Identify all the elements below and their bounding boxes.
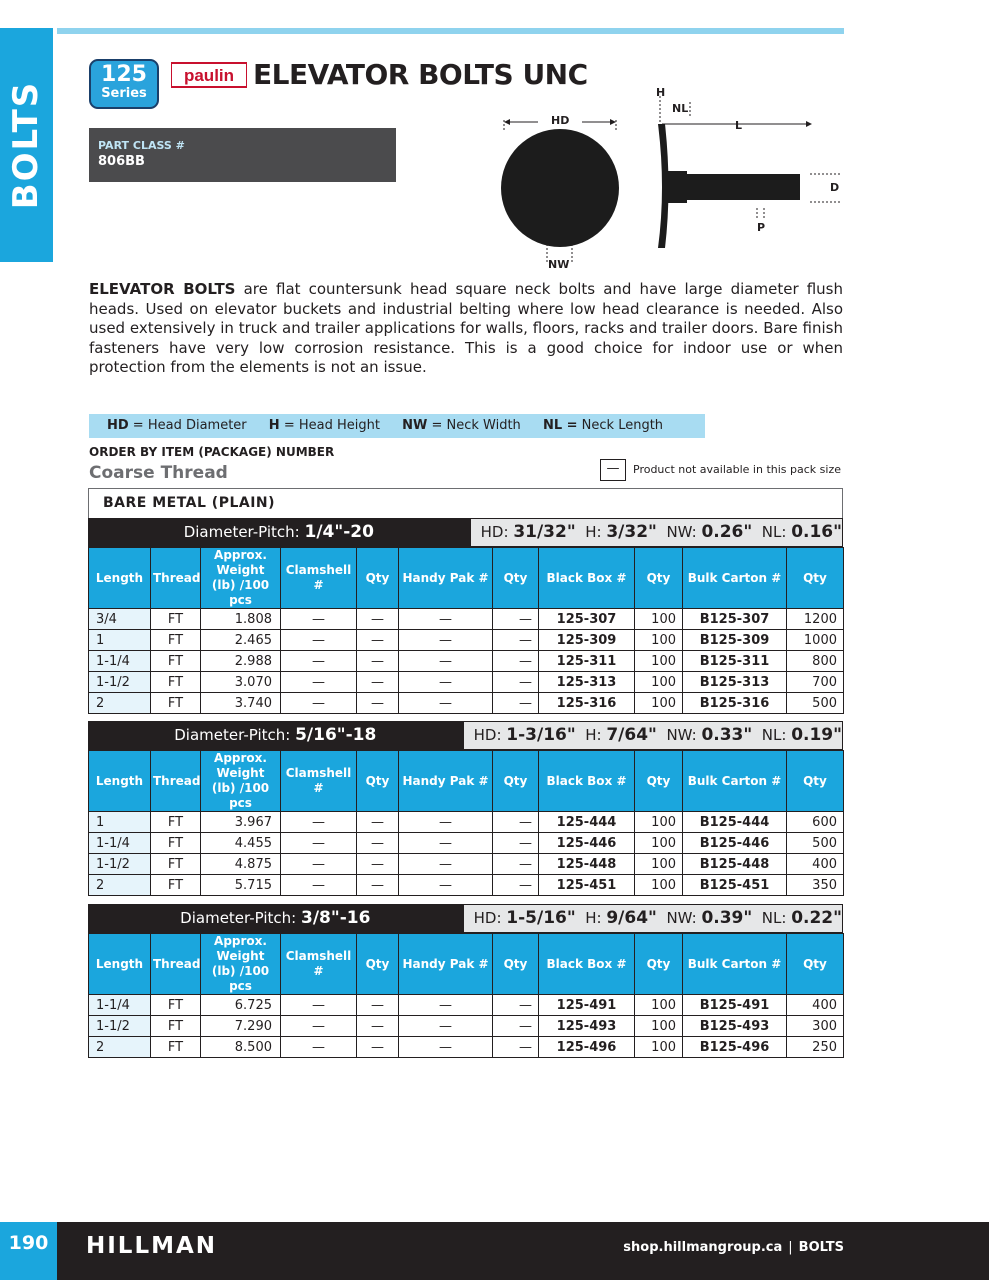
col-weight-cell: 5.715 bbox=[201, 875, 281, 896]
col-thread-cell: FT bbox=[151, 651, 201, 672]
col-thread-cell: FT bbox=[151, 630, 201, 651]
label-p: P bbox=[757, 221, 766, 234]
legend-hd: HD = Head Diameter bbox=[107, 418, 247, 433]
table-row bbox=[89, 672, 844, 693]
col-length-header: Length bbox=[89, 548, 151, 609]
col-thread-header: Thread bbox=[151, 548, 201, 609]
brand-name: paulin bbox=[183, 66, 235, 85]
series-label: Series bbox=[101, 86, 147, 101]
col-bulk-carton-cell: B125-491 bbox=[683, 995, 787, 1016]
col-weight-header: Approx. Weight (lb) /100 pcs bbox=[201, 751, 281, 812]
diameter-pitch: Diameter-Pitch: 3/8"-16 bbox=[88, 904, 463, 933]
col-black-box-header: Black Box # bbox=[539, 548, 635, 609]
col-handy-pak-qty-cell: — bbox=[493, 854, 539, 875]
product-table bbox=[88, 750, 844, 896]
col-black-box-cell: 125-444 bbox=[539, 812, 635, 833]
col-bulk-carton-cell: B125-307 bbox=[683, 609, 787, 630]
col-bulk-carton-qty-cell: 350 bbox=[787, 875, 844, 896]
col-clamshell-cell: — bbox=[281, 854, 357, 875]
col-length-cell: 2 bbox=[89, 693, 151, 714]
col-black-box-cell: 125-313 bbox=[539, 672, 635, 693]
col-thread-header: Thread bbox=[151, 934, 201, 995]
page-footer bbox=[0, 1222, 989, 1280]
col-handy-pak-qty-header: Qty bbox=[493, 934, 539, 995]
series-badge bbox=[89, 59, 159, 109]
col-clamshell-qty-cell: — bbox=[357, 651, 399, 672]
col-clamshell-cell: — bbox=[281, 651, 357, 672]
col-handy-pak-cell: — bbox=[399, 833, 493, 854]
col-black-box-qty-header: Qty bbox=[635, 751, 683, 812]
bolt-drawing bbox=[490, 84, 850, 274]
legend-h: H = Head Height bbox=[268, 418, 380, 433]
col-clamshell-cell: — bbox=[281, 1016, 357, 1037]
col-thread-cell: FT bbox=[151, 875, 201, 896]
col-clamshell-qty-header: Qty bbox=[357, 934, 399, 995]
col-clamshell-qty-cell: — bbox=[357, 672, 399, 693]
section-5-16-18 bbox=[88, 721, 843, 896]
part-class-box bbox=[89, 128, 396, 182]
col-black-box-qty-header: Qty bbox=[635, 934, 683, 995]
col-bulk-carton-qty-cell: 400 bbox=[787, 854, 844, 875]
col-handy-pak-cell: — bbox=[399, 812, 493, 833]
col-handy-pak-cell: — bbox=[399, 693, 493, 714]
col-handy-pak-cell: — bbox=[399, 672, 493, 693]
col-length-cell: 1-1/4 bbox=[89, 651, 151, 672]
diameter-pitch: Diameter-Pitch: 5/16"-18 bbox=[88, 721, 463, 750]
col-bulk-carton-qty-cell: 500 bbox=[787, 693, 844, 714]
col-length-cell: 1-1/2 bbox=[89, 672, 151, 693]
col-handy-pak-qty-cell: — bbox=[493, 995, 539, 1016]
col-black-box-qty-cell: 100 bbox=[635, 693, 683, 714]
col-black-box-qty-cell: 100 bbox=[635, 1037, 683, 1058]
col-clamshell-qty-cell: — bbox=[357, 630, 399, 651]
col-black-box-qty-cell: 100 bbox=[635, 609, 683, 630]
col-bulk-carton-cell: B125-313 bbox=[683, 672, 787, 693]
shop-url[interactable]: shop.hillmangroup.ca bbox=[623, 1240, 783, 1255]
footer-links bbox=[623, 1240, 844, 1255]
col-clamshell-qty-header: Qty bbox=[357, 548, 399, 609]
footer-separator: | bbox=[788, 1240, 793, 1255]
col-length-cell: 1-1/2 bbox=[89, 1016, 151, 1037]
table-row bbox=[89, 995, 844, 1016]
col-black-box-cell: 125-448 bbox=[539, 854, 635, 875]
col-clamshell-cell: — bbox=[281, 875, 357, 896]
col-clamshell-cell: — bbox=[281, 693, 357, 714]
label-nw: NW bbox=[548, 258, 570, 271]
col-clamshell-header: Clamshell # bbox=[281, 934, 357, 995]
col-length-header: Length bbox=[89, 751, 151, 812]
col-weight-cell: 1.808 bbox=[201, 609, 281, 630]
col-weight-header: Approx. Weight (lb) /100 pcs bbox=[201, 548, 281, 609]
side-tab-label: BOLTS bbox=[6, 80, 46, 210]
col-handy-pak-qty-cell: — bbox=[493, 833, 539, 854]
label-nl: NL bbox=[672, 102, 689, 115]
col-bulk-carton-qty-cell: 1000 bbox=[787, 630, 844, 651]
paulin-logo bbox=[171, 62, 247, 88]
col-clamshell-qty-header: Qty bbox=[357, 751, 399, 812]
hillman-logo: HILLMAN bbox=[86, 1233, 218, 1259]
table-row bbox=[89, 1037, 844, 1058]
col-weight-cell: 8.500 bbox=[201, 1037, 281, 1058]
col-black-box-cell: 125-309 bbox=[539, 630, 635, 651]
col-weight-cell: 3.070 bbox=[201, 672, 281, 693]
col-handy-pak-cell: — bbox=[399, 651, 493, 672]
col-thread-cell: FT bbox=[151, 812, 201, 833]
col-clamshell-qty-cell: — bbox=[357, 854, 399, 875]
col-thread-cell: FT bbox=[151, 693, 201, 714]
legend-nw: NW = Neck Width bbox=[402, 418, 521, 433]
col-bulk-carton-cell: B125-493 bbox=[683, 1016, 787, 1037]
label-hd: HD bbox=[551, 114, 570, 127]
col-bulk-carton-cell: B125-446 bbox=[683, 833, 787, 854]
col-clamshell-qty-cell: — bbox=[357, 812, 399, 833]
col-bulk-carton-qty-header: Qty bbox=[787, 751, 844, 812]
top-rule bbox=[57, 28, 844, 34]
col-black-box-qty-cell: 100 bbox=[635, 812, 683, 833]
col-handy-pak-cell: — bbox=[399, 630, 493, 651]
col-handy-pak-qty-header: Qty bbox=[493, 548, 539, 609]
col-clamshell-qty-cell: — bbox=[357, 693, 399, 714]
col-clamshell-qty-cell: — bbox=[357, 833, 399, 854]
table-header-row bbox=[89, 934, 844, 995]
product-description bbox=[89, 280, 843, 378]
col-black-box-qty-cell: 100 bbox=[635, 651, 683, 672]
col-clamshell-qty-cell: — bbox=[357, 1037, 399, 1058]
col-bulk-carton-cell: B125-311 bbox=[683, 651, 787, 672]
description-lead: ELEVATOR BOLTS bbox=[89, 280, 236, 298]
col-black-box-cell: 125-311 bbox=[539, 651, 635, 672]
col-handy-pak-header: Handy Pak # bbox=[399, 934, 493, 995]
col-black-box-qty-cell: 100 bbox=[635, 630, 683, 651]
col-black-box-qty-cell: 100 bbox=[635, 875, 683, 896]
col-clamshell-header: Clamshell # bbox=[281, 751, 357, 812]
section-3-8-16 bbox=[88, 904, 843, 1058]
col-bulk-carton-header: Bulk Carton # bbox=[683, 934, 787, 995]
bolt-diagram bbox=[490, 84, 850, 274]
col-weight-header: Approx. Weight (lb) /100 pcs bbox=[201, 934, 281, 995]
col-clamshell-qty-cell: — bbox=[357, 1016, 399, 1037]
col-black-box-cell: 125-307 bbox=[539, 609, 635, 630]
section-header bbox=[88, 518, 843, 547]
col-thread-cell: FT bbox=[151, 1037, 201, 1058]
col-handy-pak-qty-cell: — bbox=[493, 651, 539, 672]
col-handy-pak-qty-cell: — bbox=[493, 672, 539, 693]
col-thread-cell: FT bbox=[151, 1016, 201, 1037]
col-clamshell-cell: — bbox=[281, 672, 357, 693]
col-black-box-qty-cell: 100 bbox=[635, 1016, 683, 1037]
section-1-4-20 bbox=[88, 518, 843, 714]
footer-section: BOLTS bbox=[798, 1240, 844, 1255]
col-bulk-carton-qty-cell: 250 bbox=[787, 1037, 844, 1058]
col-length-cell: 1-1/4 bbox=[89, 833, 151, 854]
table-row bbox=[89, 1016, 844, 1037]
col-black-box-qty-cell: 100 bbox=[635, 995, 683, 1016]
table-header-row bbox=[89, 548, 844, 609]
col-weight-cell: 4.875 bbox=[201, 854, 281, 875]
col-handy-pak-qty-cell: — bbox=[493, 609, 539, 630]
label-d: D bbox=[830, 181, 840, 194]
col-bulk-carton-cell: B125-448 bbox=[683, 854, 787, 875]
section-dimensions: HD: 1-3/16" H: 7/64" NW: 0.33" NL: 0.19" bbox=[463, 721, 843, 750]
col-weight-cell: 3.740 bbox=[201, 693, 281, 714]
table-row bbox=[89, 833, 844, 854]
col-black-box-cell: 125-491 bbox=[539, 995, 635, 1016]
col-handy-pak-header: Handy Pak # bbox=[399, 548, 493, 609]
table-row bbox=[89, 693, 844, 714]
section-header bbox=[88, 721, 843, 750]
table-row bbox=[89, 812, 844, 833]
col-clamshell-cell: — bbox=[281, 812, 357, 833]
col-handy-pak-qty-cell: — bbox=[493, 693, 539, 714]
col-black-box-cell: 125-451 bbox=[539, 875, 635, 896]
col-handy-pak-qty-cell: — bbox=[493, 1037, 539, 1058]
description-text: are flat countersunk head square neck bolts and have large diameter flush heads. Used on elevator buckets and industrial belting where low head clearance is needed. Also used extensively in truck and trailer applications for walls, floors, racks and trailer doors. Bare finish fasteners have very low corrosion resistance. This is a good choice for indoor use or when protection from the elements is not an issue. bbox=[89, 280, 844, 376]
col-bulk-carton-qty-cell: 400 bbox=[787, 995, 844, 1016]
part-class-value: 806BB bbox=[98, 154, 145, 169]
side-tab bbox=[0, 28, 53, 262]
series-number: 125 bbox=[101, 62, 147, 87]
col-handy-pak-cell: — bbox=[399, 609, 493, 630]
col-thread-cell: FT bbox=[151, 854, 201, 875]
col-clamshell-cell: — bbox=[281, 1037, 357, 1058]
table-row bbox=[89, 854, 844, 875]
col-bulk-carton-qty-header: Qty bbox=[787, 548, 844, 609]
not-available-note: Product not available in this pack size bbox=[633, 463, 841, 476]
col-black-box-qty-cell: 100 bbox=[635, 833, 683, 854]
col-handy-pak-qty-cell: — bbox=[493, 1016, 539, 1037]
table-row bbox=[89, 875, 844, 896]
col-clamshell-cell: — bbox=[281, 995, 357, 1016]
col-bulk-carton-cell: B125-316 bbox=[683, 693, 787, 714]
col-black-box-header: Black Box # bbox=[539, 751, 635, 812]
col-weight-cell: 3.967 bbox=[201, 812, 281, 833]
col-bulk-carton-cell: B125-309 bbox=[683, 630, 787, 651]
page-number: 190 bbox=[0, 1222, 57, 1280]
col-bulk-carton-qty-cell: 600 bbox=[787, 812, 844, 833]
col-length-cell: 2 bbox=[89, 1037, 151, 1058]
col-weight-cell: 7.290 bbox=[201, 1016, 281, 1037]
col-black-box-qty-header: Qty bbox=[635, 548, 683, 609]
finish-heading: BARE METAL (PLAIN) bbox=[88, 488, 843, 518]
label-h: H bbox=[656, 86, 666, 99]
col-bulk-carton-cell: B125-451 bbox=[683, 875, 787, 896]
col-handy-pak-header: Handy Pak # bbox=[399, 751, 493, 812]
col-bulk-carton-qty-cell: 1200 bbox=[787, 609, 844, 630]
not-available-symbol: — bbox=[600, 459, 626, 481]
col-bulk-carton-qty-cell: 800 bbox=[787, 651, 844, 672]
col-length-cell: 1-1/2 bbox=[89, 854, 151, 875]
label-l: L bbox=[735, 119, 743, 132]
col-bulk-carton-cell: B125-444 bbox=[683, 812, 787, 833]
table-row bbox=[89, 609, 844, 630]
col-clamshell-header: Clamshell # bbox=[281, 548, 357, 609]
col-thread-header: Thread bbox=[151, 751, 201, 812]
col-bulk-carton-header: Bulk Carton # bbox=[683, 751, 787, 812]
col-clamshell-qty-cell: — bbox=[357, 875, 399, 896]
col-clamshell-cell: — bbox=[281, 609, 357, 630]
dimension-legend bbox=[89, 414, 705, 438]
col-length-cell: 1 bbox=[89, 812, 151, 833]
product-table bbox=[88, 547, 844, 714]
col-thread-cell: FT bbox=[151, 833, 201, 854]
col-weight-cell: 2.465 bbox=[201, 630, 281, 651]
col-handy-pak-qty-header: Qty bbox=[493, 751, 539, 812]
section-dimensions: HD: 31/32" H: 3/32" NW: 0.26" NL: 0.16" bbox=[470, 518, 843, 547]
col-thread-cell: FT bbox=[151, 995, 201, 1016]
col-bulk-carton-cell: B125-496 bbox=[683, 1037, 787, 1058]
col-black-box-cell: 125-446 bbox=[539, 833, 635, 854]
col-length-cell: 1-1/4 bbox=[89, 995, 151, 1016]
col-black-box-cell: 125-493 bbox=[539, 1016, 635, 1037]
col-clamshell-cell: — bbox=[281, 630, 357, 651]
col-handy-pak-qty-cell: — bbox=[493, 630, 539, 651]
table-row bbox=[89, 651, 844, 672]
col-handy-pak-cell: — bbox=[399, 875, 493, 896]
col-handy-pak-qty-cell: — bbox=[493, 812, 539, 833]
col-bulk-carton-header: Bulk Carton # bbox=[683, 548, 787, 609]
order-by-heading: ORDER BY ITEM (PACKAGE) NUMBER bbox=[89, 445, 335, 459]
legend-nl: NL = Neck Length bbox=[542, 418, 664, 433]
col-bulk-carton-qty-header: Qty bbox=[787, 934, 844, 995]
col-black-box-cell: 125-496 bbox=[539, 1037, 635, 1058]
col-clamshell-qty-cell: — bbox=[357, 609, 399, 630]
thread-type-heading: Coarse Thread bbox=[89, 463, 228, 483]
col-handy-pak-qty-cell: — bbox=[493, 875, 539, 896]
col-length-header: Length bbox=[89, 934, 151, 995]
col-length-cell: 1 bbox=[89, 630, 151, 651]
col-handy-pak-cell: — bbox=[399, 1016, 493, 1037]
col-length-cell: 2 bbox=[89, 875, 151, 896]
col-weight-cell: 2.988 bbox=[201, 651, 281, 672]
col-length-cell: 3/4 bbox=[89, 609, 151, 630]
diameter-pitch: Diameter-Pitch: 1/4"-20 bbox=[88, 518, 470, 547]
col-bulk-carton-qty-cell: 700 bbox=[787, 672, 844, 693]
col-black-box-qty-cell: 100 bbox=[635, 854, 683, 875]
part-class-label: PART CLASS # bbox=[98, 139, 185, 152]
col-handy-pak-cell: — bbox=[399, 854, 493, 875]
table-header-row bbox=[89, 751, 844, 812]
col-weight-cell: 6.725 bbox=[201, 995, 281, 1016]
table-row bbox=[89, 630, 844, 651]
col-thread-cell: FT bbox=[151, 609, 201, 630]
section-dimensions: HD: 1-5/16" H: 9/64" NW: 0.39" NL: 0.22" bbox=[463, 904, 843, 933]
col-clamshell-qty-cell: — bbox=[357, 995, 399, 1016]
col-handy-pak-cell: — bbox=[399, 1037, 493, 1058]
col-clamshell-cell: — bbox=[281, 833, 357, 854]
col-black-box-qty-cell: 100 bbox=[635, 672, 683, 693]
page-title: ELEVATOR BOLTS UNC bbox=[253, 58, 588, 91]
product-table bbox=[88, 933, 844, 1058]
col-handy-pak-cell: — bbox=[399, 995, 493, 1016]
col-thread-cell: FT bbox=[151, 672, 201, 693]
col-black-box-header: Black Box # bbox=[539, 934, 635, 995]
col-weight-cell: 4.455 bbox=[201, 833, 281, 854]
section-header bbox=[88, 904, 843, 933]
col-black-box-cell: 125-316 bbox=[539, 693, 635, 714]
col-bulk-carton-qty-cell: 500 bbox=[787, 833, 844, 854]
col-bulk-carton-qty-cell: 300 bbox=[787, 1016, 844, 1037]
